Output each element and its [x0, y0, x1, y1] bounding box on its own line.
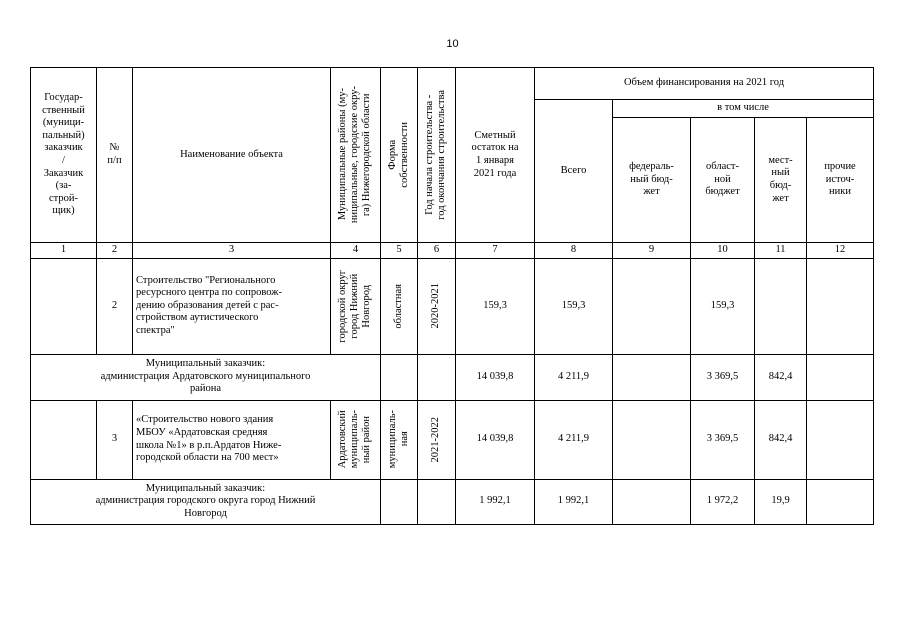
header-financing: Объем финансирования на 2021 год [535, 68, 874, 100]
object-federal [613, 400, 691, 479]
financing-table [30, 67, 874, 525]
customer-federal [613, 479, 691, 524]
header-remainder: Сметный остаток на 1 января 2021 года [456, 68, 535, 243]
col-number: 6 [418, 243, 456, 259]
customer-total: 4 211,9 [535, 354, 613, 400]
col-number: 2 [97, 243, 133, 259]
header-district: Муниципальные районы (му- ниципальные, городские окру- га) Нижегородской области [331, 68, 381, 243]
object-ownership: муниципаль- ная [381, 400, 418, 479]
empty-cell [418, 479, 456, 524]
customer-remainder: 14 039,8 [456, 354, 535, 400]
object-years: 2021-2022 [418, 400, 456, 479]
header-number: № п/п [97, 68, 133, 243]
col-number: 9 [613, 243, 691, 259]
customer-label: Муниципальный заказчик: администрация городского округа город Нижний Новгород [31, 479, 381, 524]
header-local: мест- ный бюд- жет [755, 118, 807, 243]
col-number: 3 [133, 243, 331, 259]
object-district: городской округ город Нижний Новгород [331, 258, 381, 354]
customer-regional: 3 369,5 [691, 354, 755, 400]
table-row-customer-nn [31, 479, 874, 524]
col-number: 10 [691, 243, 755, 259]
customer-cell-empty [31, 400, 97, 479]
header-other: прочие источ- ники [807, 118, 874, 243]
object-name: Строительство "Регионального ресурсного центра по сопровож- дению образования детей с рас- стройством аутистического спектра" [133, 258, 331, 354]
col-number: 1 [31, 243, 97, 259]
customer-remainder: 1 992,1 [456, 479, 535, 524]
object-regional: 3 369,5 [691, 400, 755, 479]
object-number: 2 [97, 258, 133, 354]
col-number: 7 [456, 243, 535, 259]
header-federal: федераль- ный бюд- жет [613, 118, 691, 243]
object-other [807, 400, 874, 479]
object-total: 159,3 [535, 258, 613, 354]
header-regional: област- ной бюджет [691, 118, 755, 243]
column-number-row [31, 243, 874, 259]
col-number: 5 [381, 243, 418, 259]
col-number: 12 [807, 243, 874, 259]
object-other [807, 258, 874, 354]
object-total: 4 211,9 [535, 400, 613, 479]
table-row-object-3 [31, 400, 874, 479]
col-number: 4 [331, 243, 381, 259]
customer-federal [613, 354, 691, 400]
header-ownership: Форма собственности [381, 68, 418, 243]
object-remainder: 14 039,8 [456, 400, 535, 479]
header-customer: Государ- ственный (муници- пальный) заказчик / Заказчик (за- строй- щик) [31, 68, 97, 243]
object-local: 842,4 [755, 400, 807, 479]
customer-other [807, 354, 874, 400]
empty-cell [418, 354, 456, 400]
col-number: 11 [755, 243, 807, 259]
object-federal [613, 258, 691, 354]
customer-label: Муниципальный заказчик: администрация Ардатовского муниципального района [31, 354, 381, 400]
customer-local: 19,9 [755, 479, 807, 524]
col-number: 8 [535, 243, 613, 259]
empty-cell [381, 479, 418, 524]
empty-cell [381, 354, 418, 400]
object-regional: 159,3 [691, 258, 755, 354]
customer-total: 1 992,1 [535, 479, 613, 524]
object-number: 3 [97, 400, 133, 479]
header-object-name: Наименование объекта [133, 68, 331, 243]
object-name: «Строительство нового здания МБОУ «Ардатовская средняя школа №1» в р.п.Ардатов Ниже- городской области на 700 мест» [133, 400, 331, 479]
table-row-customer-ardatov [31, 354, 874, 400]
customer-regional: 1 972,2 [691, 479, 755, 524]
object-years: 2020-2021 [418, 258, 456, 354]
page-number: 10 [446, 38, 459, 50]
table-row-object-2 [31, 258, 874, 354]
object-remainder: 159,3 [456, 258, 535, 354]
customer-local: 842,4 [755, 354, 807, 400]
customer-other [807, 479, 874, 524]
object-local [755, 258, 807, 354]
object-district: Ардатовский муниципаль- ный район [331, 400, 381, 479]
customer-cell-empty [31, 258, 97, 354]
header-including: в том числе [613, 100, 874, 118]
header-total: Всего [535, 100, 613, 243]
object-ownership: областная [381, 258, 418, 354]
header-years: Год начала строительства - год окончания строительства [418, 68, 456, 243]
